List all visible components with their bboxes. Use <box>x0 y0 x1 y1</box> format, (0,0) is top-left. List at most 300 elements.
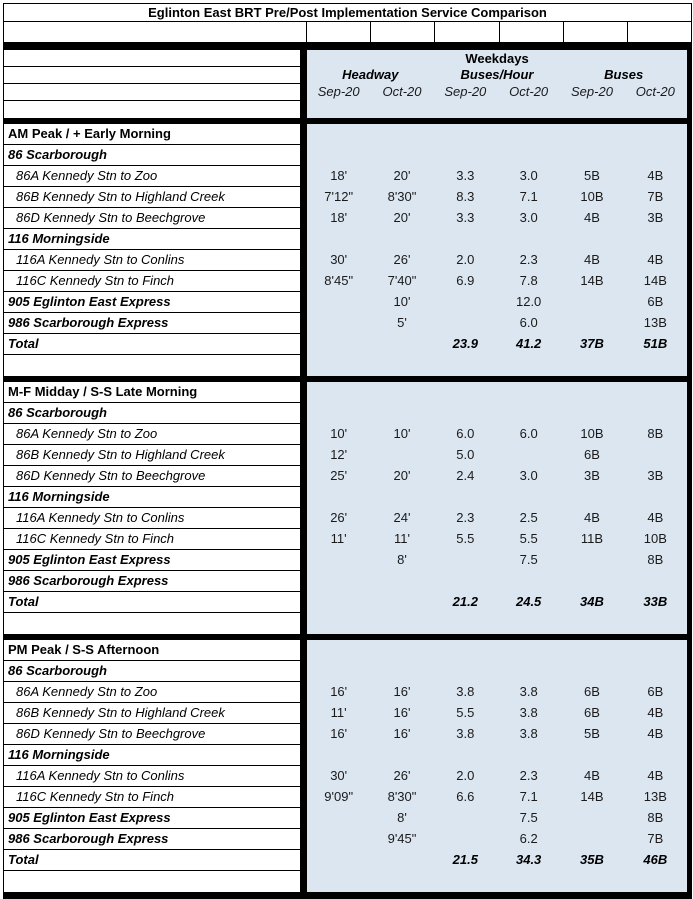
value-cell <box>307 871 370 892</box>
value-cell: 12.0 <box>515 294 542 309</box>
row-values <box>307 508 687 529</box>
row-values <box>307 334 687 355</box>
value-cell <box>434 487 497 508</box>
row-values <box>307 382 687 403</box>
divider-vertical <box>300 187 307 208</box>
value-cell: 3.0 <box>519 168 538 183</box>
value-cell <box>560 229 623 250</box>
spacer-cell <box>563 22 627 42</box>
header-blue-panel <box>307 50 687 118</box>
table-row <box>3 745 692 766</box>
divider-vertical <box>687 640 692 661</box>
value-cell <box>497 661 560 682</box>
value-cell <box>434 124 497 145</box>
value-cell: 2.3 <box>519 252 538 267</box>
value-cell <box>624 124 687 145</box>
spacer-cell <box>3 84 300 101</box>
value-cell <box>624 745 687 766</box>
value-cell <box>307 640 370 661</box>
value-cell <box>370 745 433 766</box>
value-cell <box>560 661 623 682</box>
value-cell <box>560 124 623 145</box>
table-row <box>3 271 692 292</box>
value-cell <box>307 292 370 313</box>
route-group-label: 905 Eglinton East Express <box>3 292 300 313</box>
table-body <box>3 124 692 899</box>
route-branch-label: 86A Kennedy Stn to Zoo <box>3 424 300 445</box>
value-cell: 20' <box>393 168 411 183</box>
value-cell: 8.3 <box>456 189 475 204</box>
divider-vertical <box>300 292 307 313</box>
divider-vertical <box>300 550 307 571</box>
divider-vertical <box>687 271 692 292</box>
value-cell: 11' <box>330 531 347 546</box>
value-cell: 5.5 <box>519 531 538 546</box>
value-cell <box>560 487 623 508</box>
divider-vertical <box>687 313 692 334</box>
value-cell: 4B <box>647 726 664 741</box>
divider-vertical <box>300 640 307 661</box>
row-values <box>307 745 687 766</box>
value-cell: 2.3 <box>519 768 538 783</box>
value-cell: 3B <box>647 210 664 225</box>
spacer-cell <box>3 67 300 84</box>
value-cell: 6.2 <box>519 831 538 846</box>
value-cell: 6B <box>584 684 600 699</box>
value-cell <box>434 355 497 376</box>
divider-vertical <box>300 208 307 229</box>
value-cell <box>370 592 433 613</box>
value-cell <box>370 571 433 592</box>
value-cell <box>434 640 497 661</box>
value-cell <box>624 382 687 403</box>
value-cell <box>560 829 623 850</box>
divider-vertical <box>300 382 307 403</box>
value-cell <box>624 445 687 466</box>
value-cell: 6.0 <box>519 426 538 441</box>
header-left-cells <box>3 50 300 118</box>
section-title: M-F Midday / S-S Late Morning <box>3 382 300 403</box>
divider-vertical <box>687 724 692 745</box>
divider-vertical <box>687 808 692 829</box>
table-row <box>3 334 692 355</box>
value-cell: 2.4 <box>456 468 475 483</box>
period-header: Sep-20 <box>571 84 613 99</box>
value-cell: 34.3 <box>515 852 542 867</box>
value-cell: 11' <box>394 531 410 546</box>
value-cell <box>370 661 433 682</box>
row-values <box>307 571 687 592</box>
value-cell <box>434 745 497 766</box>
divider-vertical <box>300 871 307 892</box>
value-cell: 7.1 <box>519 789 538 804</box>
value-cell <box>307 745 370 766</box>
divider-vertical <box>300 124 307 145</box>
divider-vertical <box>687 445 692 466</box>
value-cell: 37B <box>580 336 604 351</box>
divider-vertical <box>687 355 692 376</box>
spacer-cell <box>3 613 300 634</box>
route-branch-label: 86B Kennedy Stn to Highland Creek <box>3 703 300 724</box>
divider-vertical <box>300 529 307 550</box>
value-cell: 25' <box>330 468 348 483</box>
value-cell: 16' <box>393 684 411 699</box>
value-cell: 6B <box>584 447 600 462</box>
value-cell <box>370 382 433 403</box>
table-row <box>3 466 692 487</box>
divider-vertical <box>687 745 692 766</box>
value-cell <box>370 124 433 145</box>
value-cell: 8' <box>397 552 407 567</box>
value-cell: 3B <box>584 468 600 483</box>
value-cell <box>624 871 687 892</box>
value-cell <box>307 382 370 403</box>
measure-header-buses-per-hour: Buses/Hour <box>460 67 534 82</box>
spacer-grid-row <box>3 22 692 43</box>
divider-vertical <box>300 703 307 724</box>
value-cell <box>434 829 497 850</box>
divider-vertical <box>300 661 307 682</box>
route-branch-label: 86D Kennedy Stn to Beechgrove <box>3 724 300 745</box>
value-cell: 10B <box>580 189 604 204</box>
table-row <box>3 808 692 829</box>
value-cell <box>370 334 433 355</box>
value-cell <box>624 571 687 592</box>
value-cell <box>370 613 433 634</box>
divider-vertical <box>300 466 307 487</box>
divider-vertical <box>300 355 307 376</box>
value-cell <box>307 661 370 682</box>
value-cell <box>434 571 497 592</box>
row-values <box>307 640 687 661</box>
value-cell: 7B <box>647 189 664 204</box>
value-cell <box>434 661 497 682</box>
value-cell: 33B <box>643 594 668 609</box>
row-values <box>307 703 687 724</box>
row-values <box>307 661 687 682</box>
route-branch-label: 86B Kennedy Stn to Highland Creek <box>3 445 300 466</box>
value-cell <box>307 592 370 613</box>
value-cell: 26' <box>330 510 348 525</box>
value-cell <box>434 382 497 403</box>
divider-vertical <box>687 166 692 187</box>
value-cell: 35B <box>580 852 604 867</box>
value-cell <box>560 403 623 424</box>
divider-vertical <box>687 250 692 271</box>
value-cell <box>434 550 497 571</box>
spacer-cell <box>3 50 300 67</box>
divider-vertical <box>687 424 692 445</box>
route-branch-label: 86D Kennedy Stn to Beechgrove <box>3 208 300 229</box>
route-branch-label: 116C Kennedy Stn to Finch <box>3 529 300 550</box>
period-headers <box>307 84 687 101</box>
value-cell: 4B <box>584 210 600 225</box>
value-cell <box>307 229 370 250</box>
value-cell <box>434 808 497 829</box>
divider-vertical <box>687 682 692 703</box>
divider-vertical <box>300 166 307 187</box>
value-cell <box>434 229 497 250</box>
row-values <box>307 208 687 229</box>
value-cell: 6.6 <box>456 789 475 804</box>
divider-vertical <box>687 787 692 808</box>
value-cell: 20' <box>393 210 411 225</box>
value-cell <box>434 871 497 892</box>
value-cell <box>624 640 687 661</box>
table-row <box>3 724 692 745</box>
table-row <box>3 871 692 892</box>
value-cell <box>497 871 560 892</box>
route-group-label: 905 Eglinton East Express <box>3 550 300 571</box>
row-values <box>307 829 687 850</box>
value-cell: 4B <box>584 252 600 267</box>
value-cell: 51B <box>643 336 668 351</box>
value-cell: 14B <box>580 789 604 804</box>
table-header <box>3 50 692 118</box>
value-cell <box>560 292 623 313</box>
spacer-cell <box>307 101 687 118</box>
value-cell: 3.3 <box>456 210 475 225</box>
value-cell <box>624 229 687 250</box>
value-cell: 46B <box>643 852 668 867</box>
value-cell <box>560 871 623 892</box>
divider-vertical <box>300 229 307 250</box>
value-cell: 14B <box>643 273 667 288</box>
divider-vertical <box>687 550 692 571</box>
spacer-cell <box>3 101 300 118</box>
route-group-label: 116 Morningside <box>3 487 300 508</box>
value-cell: 5.5 <box>456 705 475 720</box>
value-cell <box>560 640 623 661</box>
value-cell: 24' <box>393 510 411 525</box>
table-row <box>3 829 692 850</box>
divider-vertical <box>300 50 307 118</box>
value-cell: 18' <box>330 168 348 183</box>
value-cell: 16' <box>393 705 411 720</box>
value-cell: 2.3 <box>456 510 475 525</box>
value-cell: 4B <box>647 768 664 783</box>
table-row <box>3 529 692 550</box>
value-cell <box>560 613 623 634</box>
table-row <box>3 229 692 250</box>
divider-vertical <box>687 382 692 403</box>
value-cell: 6B <box>584 705 600 720</box>
value-cell <box>624 661 687 682</box>
value-cell: 7.1 <box>519 189 538 204</box>
total-label: Total <box>3 850 300 871</box>
route-group-label: 86 Scarborough <box>3 145 300 166</box>
divider-vertical <box>300 808 307 829</box>
value-cell: 14B <box>580 273 604 288</box>
spacer-cell <box>3 355 300 376</box>
value-cell: 3.0 <box>519 210 538 225</box>
divider-vertical <box>687 571 692 592</box>
row-values <box>307 550 687 571</box>
value-cell: 3.8 <box>456 684 475 699</box>
value-cell: 26' <box>393 252 411 267</box>
value-cell: 16' <box>330 726 348 741</box>
divider-vertical <box>300 445 307 466</box>
row-values <box>307 166 687 187</box>
divider-vertical <box>687 703 692 724</box>
period-header: Oct-20 <box>509 84 549 99</box>
divider-vertical <box>300 724 307 745</box>
route-group-label: 986 Scarborough Express <box>3 571 300 592</box>
route-branch-label: 86A Kennedy Stn to Zoo <box>3 682 300 703</box>
value-cell <box>434 145 497 166</box>
divider-vertical <box>687 466 692 487</box>
spacer-cell <box>499 22 563 42</box>
value-cell: 10B <box>580 426 604 441</box>
table-row <box>3 382 692 403</box>
row-values <box>307 724 687 745</box>
table-row <box>3 682 692 703</box>
value-cell <box>307 850 370 871</box>
value-cell: 20' <box>393 468 411 483</box>
value-cell: 5B <box>584 168 600 183</box>
divider-vertical <box>687 124 692 145</box>
value-cell: 11B <box>580 531 604 546</box>
value-cell: 11' <box>330 705 347 720</box>
row-values <box>307 487 687 508</box>
value-cell <box>307 334 370 355</box>
row-values <box>307 229 687 250</box>
row-values <box>307 424 687 445</box>
route-branch-label: 86B Kennedy Stn to Highland Creek <box>3 187 300 208</box>
route-branch-label: 116A Kennedy Stn to Conlins <box>3 250 300 271</box>
value-cell <box>624 403 687 424</box>
total-label: Total <box>3 334 300 355</box>
value-cell <box>624 613 687 634</box>
value-cell: 3.8 <box>519 705 538 720</box>
value-cell <box>497 403 560 424</box>
value-cell <box>370 403 433 424</box>
value-cell: 8B <box>647 426 664 441</box>
divider-vertical <box>300 613 307 634</box>
value-cell: 3.3 <box>456 168 475 183</box>
value-cell <box>497 229 560 250</box>
divider-vertical <box>687 487 692 508</box>
value-cell: 26' <box>393 768 411 783</box>
value-cell: 3.8 <box>519 726 538 741</box>
route-group-label: 116 Morningside <box>3 229 300 250</box>
value-cell <box>307 355 370 376</box>
divider-vertical <box>300 787 307 808</box>
divider-vertical <box>687 145 692 166</box>
value-cell <box>307 403 370 424</box>
value-cell: 10' <box>393 426 411 441</box>
row-values <box>307 871 687 892</box>
row-values <box>307 808 687 829</box>
row-values <box>307 271 687 292</box>
divider-vertical <box>300 592 307 613</box>
divider-vertical <box>300 682 307 703</box>
row-values <box>307 355 687 376</box>
value-cell <box>560 355 623 376</box>
value-cell <box>434 613 497 634</box>
route-group-label: 86 Scarborough <box>3 403 300 424</box>
divider-vertical <box>300 487 307 508</box>
value-cell <box>370 487 433 508</box>
value-cell: 6B <box>647 294 664 309</box>
value-cell <box>560 745 623 766</box>
divider-vertical <box>687 50 692 118</box>
value-cell: 7'12" <box>324 189 354 204</box>
measure-header-buses: Buses <box>604 67 644 82</box>
divider-vertical <box>300 829 307 850</box>
total-label: Total <box>3 592 300 613</box>
value-cell: 5.5 <box>456 531 475 546</box>
spacer-cell <box>3 871 300 892</box>
table-row <box>3 292 692 313</box>
period-header: Oct-20 <box>382 84 422 99</box>
spacer-cell <box>434 22 498 42</box>
value-cell: 3.8 <box>456 726 475 741</box>
divider-vertical <box>300 766 307 787</box>
divider-vertical <box>687 850 692 871</box>
value-cell <box>307 613 370 634</box>
value-cell: 7.8 <box>519 273 538 288</box>
value-cell: 30' <box>330 768 348 783</box>
value-cell: 8'30" <box>387 789 417 804</box>
row-values <box>307 529 687 550</box>
value-cell <box>307 487 370 508</box>
divider-vertical <box>687 187 692 208</box>
value-cell: 6.0 <box>456 426 475 441</box>
period-header: Oct-20 <box>635 84 675 99</box>
value-cell <box>434 403 497 424</box>
value-cell: 21.2 <box>452 594 478 609</box>
value-cell <box>497 382 560 403</box>
spacer-cell <box>627 22 691 42</box>
divider-vertical <box>687 529 692 550</box>
route-branch-label: 86A Kennedy Stn to Zoo <box>3 166 300 187</box>
section-divider <box>3 892 692 899</box>
table-row <box>3 640 692 661</box>
divider-vertical <box>687 208 692 229</box>
table-row <box>3 571 692 592</box>
period-header: Sep-20 <box>444 84 487 99</box>
value-cell: 13B <box>643 315 667 330</box>
table-row <box>3 508 692 529</box>
row-values <box>307 145 687 166</box>
value-cell <box>370 229 433 250</box>
period-header: Sep-20 <box>317 84 360 99</box>
table-row <box>3 403 692 424</box>
value-cell: 8'45" <box>324 273 354 288</box>
value-cell <box>307 313 370 334</box>
value-cell <box>307 145 370 166</box>
value-cell <box>370 355 433 376</box>
value-cell: 21.5 <box>452 852 478 867</box>
measure-headers <box>307 67 687 84</box>
value-cell <box>624 355 687 376</box>
divider-vertical <box>300 334 307 355</box>
value-cell: 5.0 <box>456 447 475 462</box>
value-cell: 30' <box>330 252 348 267</box>
value-cell <box>307 571 370 592</box>
table-title: Eglinton East BRT Pre/Post Implementation Service Comparison <box>3 3 692 22</box>
value-cell: 8'30" <box>387 189 417 204</box>
spacer-cell <box>4 22 306 42</box>
value-cell: 7'40" <box>387 273 417 288</box>
value-cell: 7.5 <box>519 552 538 567</box>
value-cell <box>497 613 560 634</box>
value-cell: 34B <box>580 594 604 609</box>
value-cell: 24.5 <box>515 594 542 609</box>
value-cell: 16' <box>393 726 411 741</box>
value-cell <box>307 829 370 850</box>
